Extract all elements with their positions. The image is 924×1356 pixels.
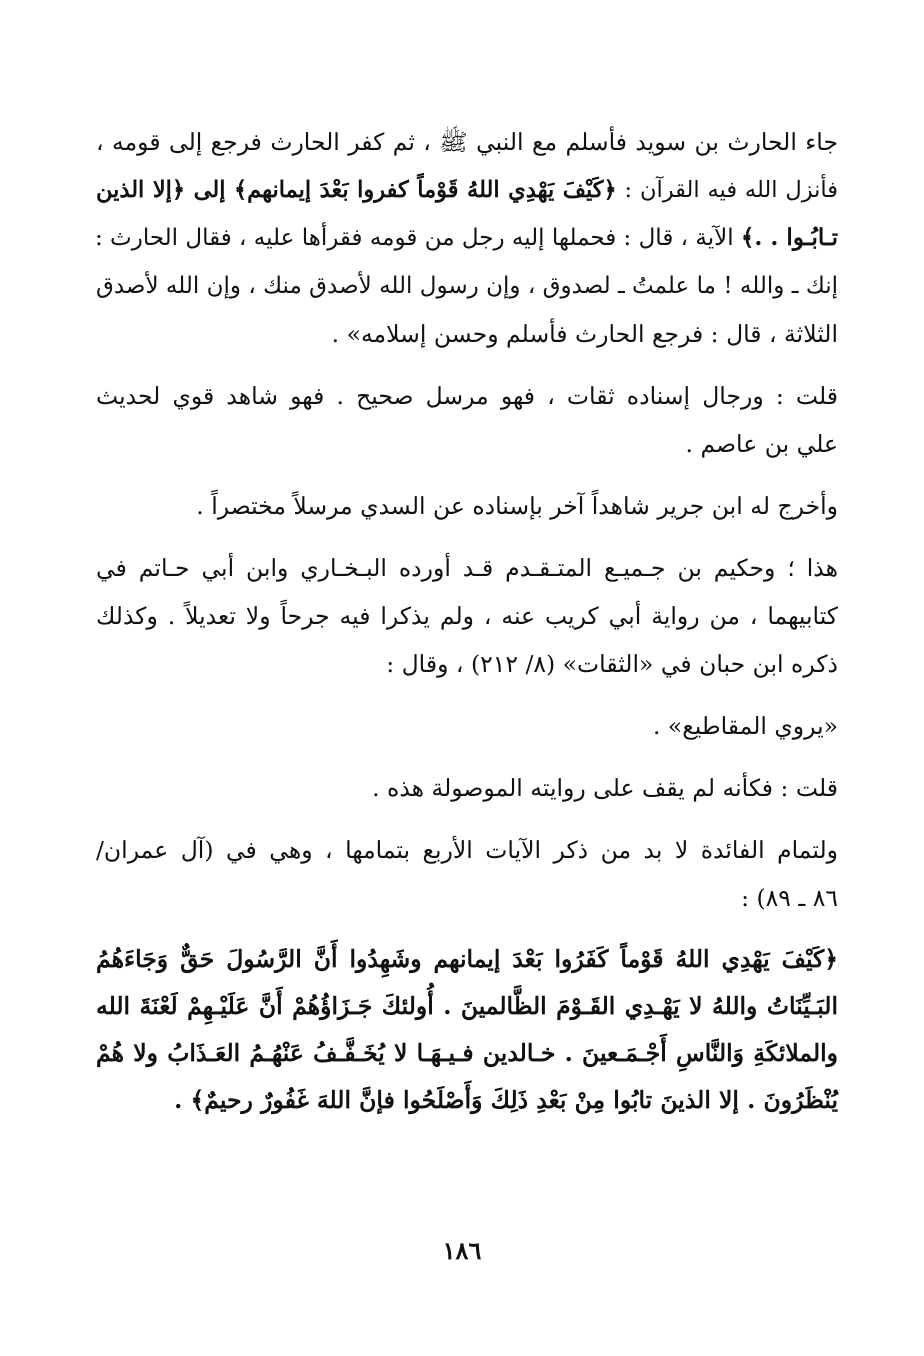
text-line: هذا ؛ وحكيم بن جـميـع المتـقـدم قـد أورده البـخـاري وابن أبي حـاتم في: [96, 554, 838, 582]
verse-line: والملائكَةِ وَالنَّاسِ أَجْـمَـعينَ . خـالدين فـيـهَـا لا يُخَـفَّـفُ عَنْهُـمُ العَـذَابُ ولا هُمْ: [96, 1039, 838, 1067]
text-line: جاء الحارث بن سويد فأسلم مع النبي ﷺ ، ثم كفر الحارث فرجع إلى قومه ،: [96, 128, 838, 156]
text-line: [96, 214, 838, 262]
paragraph-hakim-narrator: [96, 544, 838, 688]
text-line: قلت : فكأنه لم يقف على روايته الموصولة هذه .: [372, 774, 838, 802]
text-line: ذكره ابن حبان في «الثقات» (٨/ ٢١٢) ، وقال :: [386, 650, 838, 678]
text-segment: فأنزل الله فيه القرآن :: [616, 177, 838, 203]
paragraph-ibn-jarir: [96, 482, 838, 530]
text-line: إنك ـ والله ! ما علمتُ ـ لصدوق ، وإن رسول الله لأصدق منك ، وإن الله لأصدق: [96, 273, 838, 299]
text-line: قلت : ورجال إسناده ثقات ، فهو مرسل صحيح . فهو شاهد قوي لحديث: [96, 382, 838, 410]
text-segment: الآية ، قال : فحملها إليه رجل من قومه فقرأها عليه ، فقال الحارث :: [95, 225, 741, 251]
paragraph-verses-intro: [96, 826, 838, 922]
text-line: «يروي المقاطيع» .: [652, 712, 838, 740]
quran-quote: تـابُـوا . .﴾: [740, 224, 838, 251]
paragraph-isnad-note: [96, 372, 838, 468]
text-line: ولتمام الفائدة لا بد من ذكر الآيات الأربع بتمامها ، وهي في (آل عمران/: [96, 836, 838, 864]
quran-quote: ﴿كَيْفَ يَهْدِي اللهُ قَوْماً كفروا بَعْدَ إيمانهم﴾ إلى ﴿إلا الذين: [96, 177, 617, 203]
quran-verses-block: [96, 936, 838, 1124]
text-line: علي بن عاصم .: [685, 430, 838, 458]
page-body: [96, 118, 838, 1124]
text-line: الثلاثة ، قال : فرجع الحارث فأسلم وحسن إسلامه» .: [331, 320, 838, 348]
text-line: ٨٦ ـ ٨٩) :: [741, 884, 838, 912]
page-number: ١٨٦: [442, 1236, 482, 1265]
verse-line: البَـيِّنَاتُ واللهُ لا يَهْـدِي القَـوْمَ الظَّالمينَ . أُولئكَ جَـزَاؤُهُمْ أَنَّ عَلَيْـهِمْ لَعْنَةَ الله: [96, 992, 838, 1020]
paragraph-remark: [96, 764, 838, 812]
text-line: [96, 166, 838, 214]
verse-line: ﴿كَيْفَ يَهْدِي اللهُ قَوْماً كَفَرُوا بَعْدَ إيمانهم وشَهِدُوا أَنَّ الرَّسُولَ حَقٌّ وَجَاءَهُمُ: [96, 945, 838, 973]
verse-line: يُنْظَرُونَ . إلا الذينَ تابُوا مِنْ بَعْدِ ذَلِكَ وَأَصْلَحُوا فإنَّ اللهَ غَفُورٌ رحيمٌ﴾ .: [174, 1086, 838, 1114]
paragraph-hadith-narration: [96, 118, 838, 358]
paragraph-quote: [96, 702, 838, 750]
text-line: وأخرج له ابن جرير شاهداً آخر بإسناده عن السدي مرسلاً مختصراً .: [196, 492, 838, 520]
text-line: كتابيهما ، من رواية أبي كريب عنه ، ولم يذكرا فيه جرحاً ولا تعديلاً . وكذلك: [96, 602, 838, 630]
